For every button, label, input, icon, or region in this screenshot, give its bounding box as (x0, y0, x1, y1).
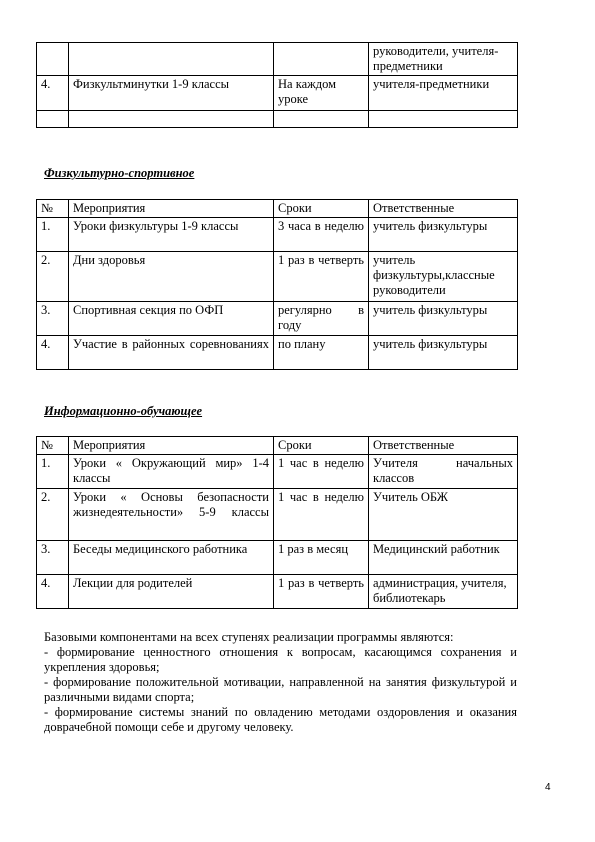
table-cell: учителя-предметники (369, 76, 518, 111)
table-cell: Уроки физкультуры 1-9 классы (69, 218, 274, 252)
table-header-row (37, 437, 518, 455)
table-cell: 4. (37, 336, 69, 370)
table-cell: На каждом уроке (274, 76, 369, 111)
header-cell: Сроки (274, 437, 369, 455)
header-cell: Сроки (274, 200, 369, 218)
header-cell: Ответственные (369, 200, 518, 218)
header-cell: Мероприятия (69, 200, 274, 218)
table-row (37, 302, 518, 336)
table-cell: Лекции для родителей (69, 575, 274, 609)
section-title: Физкультурно-спортивное (44, 166, 195, 180)
table-cell (369, 111, 518, 128)
table-row (37, 489, 518, 541)
table-cell: 1 раз в четверть (274, 575, 369, 609)
table-cell: Спортивная секция по ОФП (69, 302, 274, 336)
paragraph-line: - формирование положительной мотивации, направленной на занятия физкультурой и различными видами спорта; (44, 675, 517, 704)
table-cell: Беседы медицинского работника (69, 541, 274, 575)
table-cell: 4. (37, 575, 69, 609)
table-cell: Физкультминутки 1-9 классы (69, 76, 274, 111)
table-cell: администрация, учителя, библиотекарь (369, 575, 518, 609)
table-cell: регулярно в году (274, 302, 369, 336)
table-cell: 4. (37, 76, 69, 111)
header-cell: № (37, 200, 69, 218)
table-cell: руководители, учителя-предметники (369, 43, 518, 76)
table-cell: Учитель ОБЖ (369, 489, 518, 541)
table-cell: 2. (37, 489, 69, 541)
table-cell: Дни здоровья (69, 252, 274, 302)
table-cell: 3. (37, 302, 69, 336)
table-cell: Медицинский работник (369, 541, 518, 575)
table-cell: Учителя начальных классов (369, 455, 518, 489)
paragraph-line: - формирование системы знаний по овладению методами оздоровления и оказания доврачебной помощи себе и другому человеку. (44, 705, 517, 734)
table-cell: Участие в районных соревнованиях (69, 336, 274, 370)
table-row (37, 455, 518, 489)
table-cell: 1. (37, 218, 69, 252)
page-number: 4 (545, 782, 551, 793)
table-cell: 3. (37, 541, 69, 575)
table-cell (69, 43, 274, 76)
table-row (37, 575, 518, 609)
header-cell: № (37, 437, 69, 455)
activities-table (36, 199, 518, 370)
activities-table (36, 436, 518, 609)
table-cell: учитель физкультуры (369, 336, 518, 370)
table-row (37, 218, 518, 252)
table-cell: 2. (37, 252, 69, 302)
table-cell: 1. (37, 455, 69, 489)
continued-table (36, 42, 518, 128)
table-row (37, 336, 518, 370)
table-cell: учитель физкультуры (369, 218, 518, 252)
table-cell: 1 час в неделю (274, 455, 369, 489)
header-cell: Мероприятия (69, 437, 274, 455)
section-title: Информационно-обучающее (44, 404, 203, 418)
table-row (37, 111, 518, 128)
header-cell: Ответственные (369, 437, 518, 455)
table-cell: 1 раз в четверть (274, 252, 369, 302)
table-cell (274, 111, 369, 128)
table-cell: 1 раз в месяц (274, 541, 369, 575)
paragraph-line: - формирование ценностного отношения к вопросам, касающимся сохранения и укрепления здоровья; (44, 645, 517, 674)
table-cell: по плану (274, 336, 369, 370)
table-cell: Уроки « Окружающий мир» 1-4 классы (69, 455, 274, 489)
table-row (37, 252, 518, 302)
table-cell: учитель физкультуры,классные руководители (369, 252, 518, 302)
table-cell: 3 часа в неделю (274, 218, 369, 252)
table-cell: 1 час в неделю (274, 489, 369, 541)
table-cell: учитель физкультуры (369, 302, 518, 336)
program-components-text (44, 630, 517, 735)
table-cell (37, 43, 69, 76)
table-header-row (37, 200, 518, 218)
table-row (37, 43, 518, 76)
paragraph-line: Базовыми компонентами на всех ступенях реализации программы являются: (44, 630, 454, 644)
table-cell (274, 43, 369, 76)
table-cell: Уроки « Основы безопасности жизнедеятельности» 5-9 классы (69, 489, 274, 541)
table-cell (69, 111, 274, 128)
table-row (37, 76, 518, 111)
table-cell (37, 111, 69, 128)
table-row (37, 541, 518, 575)
